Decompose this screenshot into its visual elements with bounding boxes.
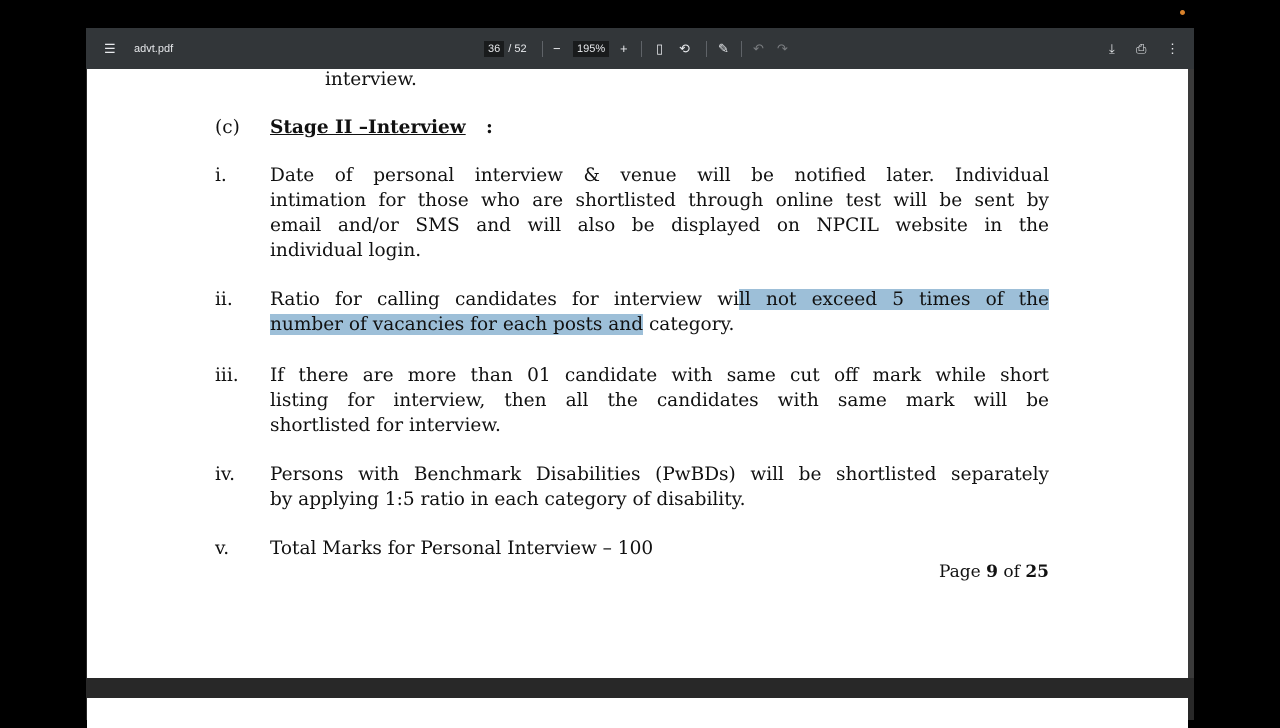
footer-of-word: of xyxy=(1003,562,1020,582)
item-text-line xyxy=(270,312,1049,337)
divider xyxy=(542,41,543,57)
zoom-level-input[interactable]: 195% xyxy=(573,41,609,57)
text-segment: category. xyxy=(643,314,735,335)
item-text-line: email and/or SMS and will also be displayed on NPCIL website in the xyxy=(270,215,1049,236)
scrollbar[interactable] xyxy=(1188,69,1194,678)
item-text-line: Date of personal interview & venue will be notified later. Individual xyxy=(270,165,1049,186)
annotate-icon[interactable]: ✎ xyxy=(718,40,729,56)
pdf-page xyxy=(87,69,1188,678)
item-text-line: intimation for those who are shortlisted through online test will be sent by xyxy=(270,190,1049,211)
fit-page-icon[interactable]: ▯ xyxy=(656,40,664,56)
selected-text[interactable]: ll not exceed 5 times of the xyxy=(739,289,1049,310)
next-pdf-page xyxy=(87,698,1188,728)
zoom-out-button[interactable]: − xyxy=(553,41,561,56)
item-number: v. xyxy=(215,538,230,559)
redo-icon[interactable]: ↷ xyxy=(777,40,788,56)
divider xyxy=(641,41,642,57)
pdf-toolbar xyxy=(86,28,1194,69)
divider xyxy=(741,41,742,57)
rotate-icon[interactable]: ⟲ xyxy=(679,40,690,56)
item-number: i. xyxy=(215,165,227,186)
file-name: advt.pdf xyxy=(134,42,174,55)
pdf-viewer xyxy=(86,28,1194,720)
page-number-input[interactable]: 36 xyxy=(484,41,504,57)
item-text-line: If there are more than 01 candidate with same cut off mark while short xyxy=(270,365,1049,386)
section-title: Stage II –Interview xyxy=(270,117,466,138)
download-icon[interactable]: ⤓ xyxy=(1109,40,1115,56)
item-text-line: shortlisted for interview. xyxy=(270,415,501,436)
item-text-line: individual login. xyxy=(270,240,422,261)
recording-indicator xyxy=(1180,10,1185,15)
page-footer xyxy=(939,560,1049,585)
item-text-line: by applying 1:5 ratio in each category of disability. xyxy=(270,489,746,510)
item-text-line: Total Marks for Personal Interview – 100 xyxy=(270,538,654,559)
footer-page-word: Page xyxy=(938,562,981,582)
item-number: ii. xyxy=(215,289,233,310)
item-text-line: Persons with Benchmark Disabilities (PwBDs) will be shortlisted separately xyxy=(270,464,1049,485)
more-options-icon[interactable]: ⋮ xyxy=(1166,40,1179,56)
menu-icon[interactable]: ☰ xyxy=(104,40,116,56)
print-icon[interactable]: ⎙ xyxy=(1136,40,1147,56)
zoom-in-button[interactable]: + xyxy=(620,41,628,56)
text-segment: Ratio for calling candidates for interview wi xyxy=(270,289,739,310)
item-number: iv. xyxy=(215,464,236,485)
previous-text-line: interview. xyxy=(325,69,417,90)
total-pages: / 52 xyxy=(508,42,527,55)
section-colon: : xyxy=(486,117,493,138)
item-number: iii. xyxy=(215,365,239,386)
section-label: (c) xyxy=(215,117,240,138)
item-text-line xyxy=(270,287,1049,312)
selected-text[interactable]: number of vacancies for each posts and xyxy=(270,314,644,335)
footer-page-number: 9 xyxy=(986,562,998,582)
footer-page-total: 25 xyxy=(1025,562,1049,582)
undo-icon[interactable]: ↶ xyxy=(753,40,764,56)
item-text-line: listing for interview, then all the candidates with same mark will be xyxy=(270,390,1049,411)
divider xyxy=(706,41,707,57)
